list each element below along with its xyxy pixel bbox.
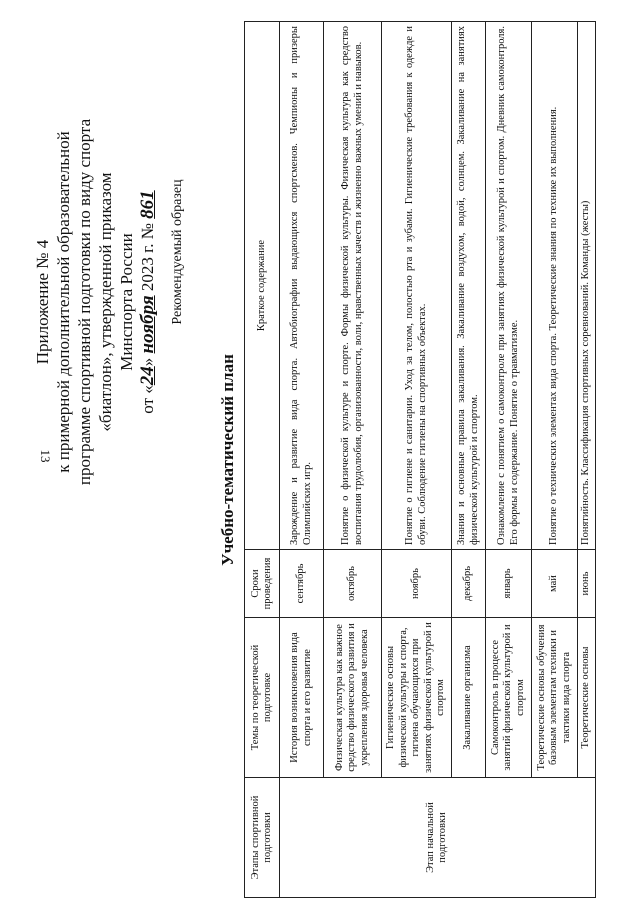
content-cell: Понятийность. Классификация спортивных соревнований. Команды (жесты) (578, 22, 596, 550)
topic-cell: Теоретические основы (578, 618, 596, 778)
date-prefix: от « (138, 385, 157, 414)
page-number: 13 (38, 449, 53, 463)
appendix-header (32, 22, 158, 582)
topic-cell: Гигиенические основы физической культуры и спорта, гигиена обучающихся при занятиях физической культурой и спортом (382, 618, 452, 778)
appendix-line: Приложение № 4 (33, 239, 52, 365)
term-cell: октябрь (324, 550, 382, 618)
topic-cell: Самоконтроль в процессе занятий физической культурой и спортом (486, 618, 532, 778)
order-date-line (137, 22, 158, 582)
header-stage: Этапы спортивной подготовки (245, 778, 280, 898)
header-topic: Темы по теоретической подготовке (245, 618, 280, 778)
table-row (578, 22, 596, 898)
topic-cell: Физическая культура как важное средство физического развития и укрепления здоровья человека (324, 618, 382, 778)
term-cell: июнь (578, 550, 596, 618)
appendix-line: программе спортивной подготовки по виду спорта (75, 118, 94, 486)
header-content: Краткое содержание (245, 22, 280, 550)
term-cell: май (532, 550, 578, 618)
stage-cell: Этап начальной подготовки (280, 778, 596, 898)
appendix-line: к примерной дополнительной образовательной (54, 131, 73, 473)
plan-title: Учебно-тематический план (218, 354, 237, 566)
topic-cell: История возникновения вида спорта и его развитие (280, 618, 324, 778)
term-cell: ноябрь (382, 550, 452, 618)
content-cell: Знания и основные правила закаливания. Закаливание воздухом, водой, солнцем. Закаливание на занятиях физической культурой и спортом. (452, 22, 486, 550)
term-cell: сентябрь (280, 550, 324, 618)
date-day: 24 (137, 366, 158, 386)
plan-table (244, 21, 596, 898)
topic-cell: Теоретические основы обучения базовым элементам техники и тактики вида спорта (532, 618, 578, 778)
table-row (532, 22, 578, 898)
content-cell: Ознакомление с понятием о самоконтроле при занятиях физической культурой и спортом. Дневник самоконтроля. Его формы и содержание. Понятие о травматизме. (486, 22, 532, 550)
content-cell: Понятие о гигиене и санитарии. Уход за телом, полостью рта и зубами. Гигиенические требования к одежде и обуви. Соблюдение гигиены на спортивных объектах. (382, 22, 452, 550)
rotated-page-content (10, 10, 630, 910)
table-row (280, 22, 324, 898)
term-cell: декабрь (452, 550, 486, 618)
header-term: Сроки проведения (245, 550, 280, 618)
content-cell: Понятие о технических элементах вида спорта. Теоретические знания по технике их выполнения. (532, 22, 578, 550)
date-year: 2023 г. № (138, 223, 157, 292)
sample-label: Рекомендуемый образец (170, 179, 185, 325)
table-row (324, 22, 382, 898)
date-mid: » (138, 357, 157, 367)
topic-cell: Закаливание организма (452, 618, 486, 778)
content-cell: Зарождение и развитие вида спорта. Автобиографии выдающихся спортсменов. Чемпионы и призеры Олимпийских игр. (280, 22, 324, 550)
table-row (486, 22, 532, 898)
term-cell: январь (486, 550, 532, 618)
appendix-line: «биатлон», утвержденной приказом (96, 172, 115, 432)
table-row (452, 22, 486, 898)
table-row (382, 22, 452, 898)
content-cell: Понятие о физической культуре и спорте. Формы физической культуры. Физическая культура как средство воспитания трудолюбия, организованности, воли, нравственных качеств и жизненно важных умений и навыков. (324, 22, 382, 550)
date-month: ноября (137, 295, 158, 354)
order-number: 861 (137, 190, 158, 219)
appendix-line: Минспорта России (117, 233, 136, 371)
table-header-row (245, 22, 280, 898)
